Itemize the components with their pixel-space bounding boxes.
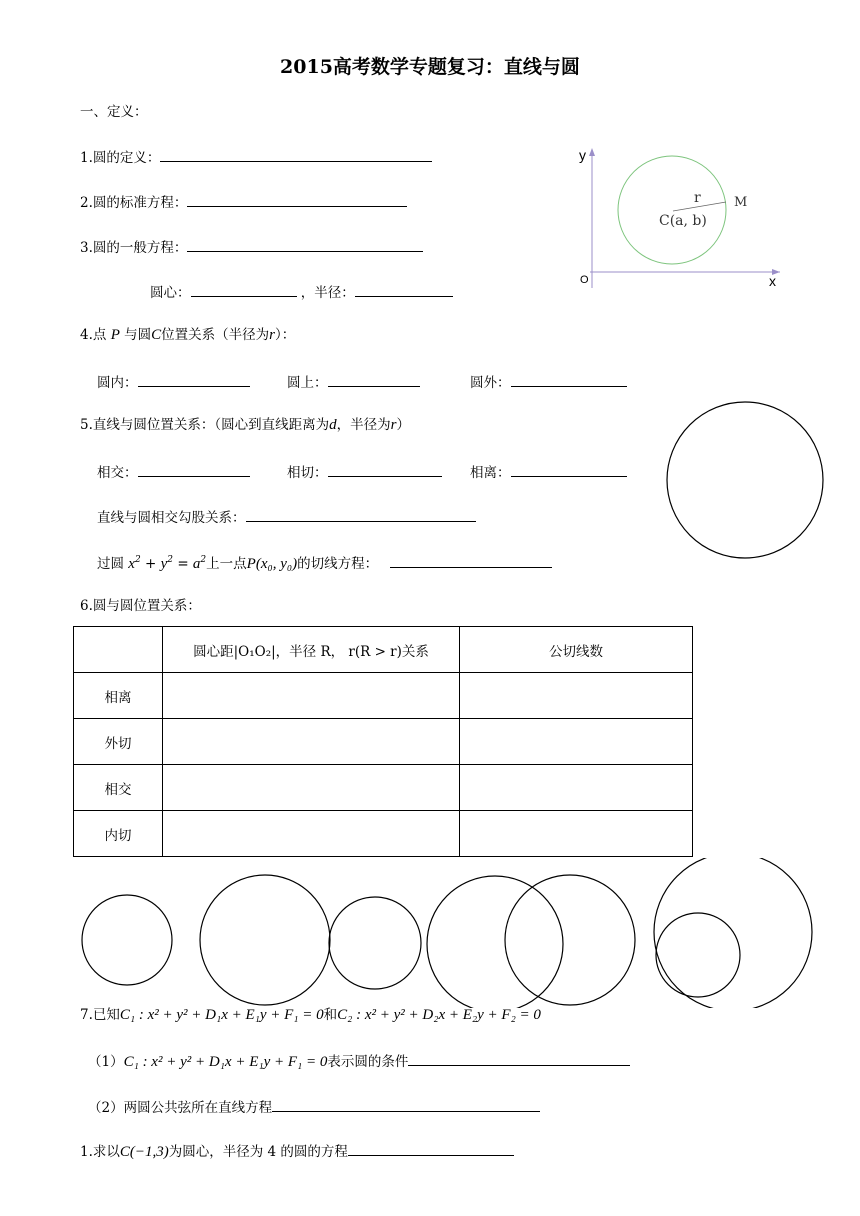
ex1-suffix: 为圆心，半径为 4 的圆的方程 [168, 1144, 348, 1160]
q5-row [80, 416, 410, 434]
q4-prefix: 4.点 [80, 327, 107, 343]
tl-suffix: 的切线方程： [297, 556, 379, 572]
inside-blank[interactable] [138, 372, 250, 387]
separate-blank[interactable] [511, 462, 627, 477]
circle-intersect-left [427, 876, 563, 1008]
outside-blank[interactable] [511, 372, 627, 387]
table-cell[interactable] [460, 673, 693, 719]
tangent-blank[interactable] [328, 462, 442, 477]
origin-label: O [580, 274, 589, 286]
q4-on [287, 372, 420, 392]
table-cell[interactable] [163, 719, 460, 765]
center-label: 圆心： [150, 285, 191, 301]
q3-row [80, 237, 423, 257]
on-label: 圆上： [287, 375, 328, 391]
separate-label: 相离： [470, 465, 511, 481]
q2-label: 2.圆的标准方程： [80, 195, 188, 211]
exp-2: 2 [200, 555, 207, 565]
center-label: C(a, b) [659, 213, 707, 229]
ex1-blank[interactable] [348, 1141, 514, 1156]
circle-intersect-right [505, 875, 635, 1005]
tl-mid: 上一点 [206, 556, 247, 572]
circle-relation-table [73, 626, 693, 857]
center-blank[interactable] [191, 282, 297, 297]
section-definitions: 一、定义： [80, 104, 148, 120]
q5-separate [470, 462, 627, 482]
x-label: x [769, 273, 776, 289]
q7-prefix: 7.已知 [80, 1007, 120, 1023]
row-label: 相交 [74, 765, 163, 811]
q3-center-row [150, 282, 453, 302]
op-eq: = [177, 556, 189, 572]
row-label: 相离 [74, 673, 163, 719]
center-point: C(−1,3) [119, 1144, 169, 1160]
q5-close: ） [396, 417, 410, 433]
table-corner-cell [74, 627, 163, 673]
q7-1-blank[interactable] [408, 1051, 630, 1066]
point-p: P [246, 556, 256, 572]
q4-outside [470, 372, 627, 392]
q4-inside [97, 372, 250, 392]
q7-row [80, 1006, 541, 1024]
outside-label: 圆外： [470, 375, 511, 391]
y-label: y [579, 147, 586, 163]
q4-mid: 与圆 [124, 327, 152, 343]
radius-blank[interactable] [355, 282, 453, 297]
tangent-label: 相切： [287, 465, 328, 481]
circle [667, 402, 823, 558]
table-cell[interactable] [460, 811, 693, 857]
q7-and: 和 [323, 1007, 338, 1023]
table-cell[interactable] [460, 719, 693, 765]
y-arrow-icon [589, 148, 595, 156]
point-coords: (x₀, y₀) [255, 556, 298, 572]
q5-mid: ，半径为 [336, 417, 391, 433]
radius-r: r [390, 417, 397, 433]
exp-2: 2 [167, 555, 174, 565]
circle-external-big [200, 875, 330, 1005]
var-x: x [128, 556, 135, 572]
radius-label: ，半径： [300, 285, 355, 301]
q3-label: 3.圆的一般方程： [80, 240, 188, 256]
tangent-line-blank[interactable] [390, 553, 552, 568]
q7-2-label: （2）两圆公共弦所在直线方程 [88, 1100, 273, 1116]
var-a: a [192, 556, 201, 572]
header-distance: 圆心距|O₁O₂|，半径 R， r(R > r)关系 [163, 627, 460, 673]
pythag-label: 直线与圆相交勾股关系： [97, 510, 246, 526]
line-circle-diagram [663, 398, 828, 563]
coordinate-diagram [570, 140, 790, 290]
intersect-blank[interactable] [138, 462, 250, 477]
row-label: 内切 [74, 811, 163, 857]
circle-external-small [329, 897, 421, 989]
q3-blank[interactable] [187, 237, 423, 252]
q2-row [80, 192, 407, 212]
tl-prefix: 过圆 [97, 556, 124, 572]
table-cell[interactable] [163, 765, 460, 811]
table-cell[interactable] [460, 765, 693, 811]
inside-label: 圆内： [97, 375, 138, 391]
radius-r: r [269, 327, 276, 343]
q1-blank[interactable] [160, 147, 432, 162]
circle-separate [82, 895, 172, 985]
q7-1-text: 表示圆的条件 [327, 1054, 409, 1070]
distance-d: d [329, 417, 337, 433]
q7-1-label: （1） [88, 1054, 124, 1070]
q5-tangent-line [97, 551, 552, 573]
circle-c: C [151, 327, 162, 343]
ex1-prefix: 1.求以 [80, 1144, 120, 1160]
circle-positions-diagram [70, 858, 850, 1008]
q1-row [80, 147, 432, 167]
circle-internal-big [654, 858, 812, 1008]
q4-suffix: 位置关系（半径为 [161, 327, 270, 343]
section-circle-circle: 6.圆与圆位置关系： [80, 598, 201, 614]
op-plus: + [145, 556, 157, 572]
row-label: 外切 [74, 719, 163, 765]
q7-1-row [88, 1051, 630, 1071]
pythag-blank[interactable] [246, 507, 476, 522]
r-label: r [694, 190, 701, 206]
circle-c1-equation: C₁ : x² + y² + D₁x + E₁y + F₁ = 0 [119, 1007, 324, 1023]
exp-2: 2 [134, 555, 141, 565]
q7-2-row [88, 1097, 540, 1117]
m-label: M [734, 195, 748, 210]
point-p: P [110, 327, 120, 343]
q7-2-blank[interactable] [272, 1097, 540, 1112]
q5-tangent [287, 462, 442, 482]
q5-intersect [97, 462, 250, 482]
q1-label: 1.圆的定义： [80, 150, 161, 166]
q5-pythag [97, 507, 476, 527]
q5-prefix: 5.直线与圆位置关系：（圆心到直线距离为 [80, 417, 330, 433]
table-cell[interactable] [163, 673, 460, 719]
header-tangent-count: 公切线数 [460, 627, 693, 673]
circle-c1-equation: C₁ : x² + y² + D₁x + E₁y + F₁ = 0 [123, 1054, 328, 1070]
on-blank[interactable] [328, 372, 420, 387]
q2-blank[interactable] [187, 192, 407, 207]
q4-close: ）： [275, 327, 296, 343]
circle [618, 156, 726, 264]
page-title: 2015高考数学专题复习：直线与圆 [280, 56, 580, 78]
table-cell[interactable] [163, 811, 460, 857]
circle-internal-small [656, 913, 740, 997]
ex1-row [80, 1141, 514, 1161]
q4-row [80, 326, 295, 344]
intersect-label: 相交： [97, 465, 138, 481]
var-y: y [160, 556, 168, 572]
circle-c2-equation: C₂ : x² + y² + D₂x + E₂y + F₂ = 0 [337, 1007, 541, 1023]
